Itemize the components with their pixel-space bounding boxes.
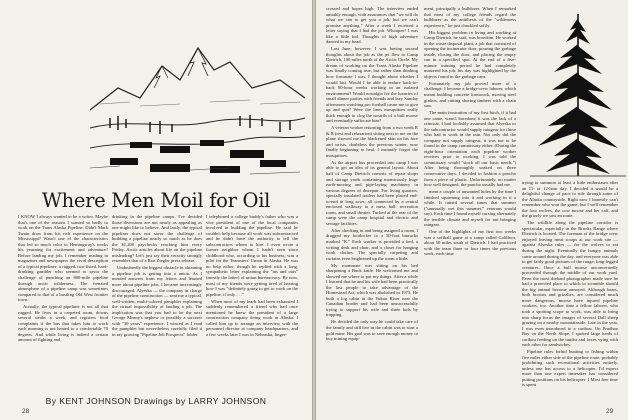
paragraph: Last June, however, I was having second thoughts about the job as the jet flew to Camp Dietrich, 100 miles north of the Arctic Circle. My dream of working on the Trans Alaska Pipeline was finally coming true, but rather than thinking how fortunate I was, I thought about whether I would last. Would I be able to endure back-to-back 80-hour weeks working in an isolated environment? Would nostalgia for the luxuries of small dinner parties with friends and lazy Sunday afternoons watching pro football cause me to give up and quit? Were the lines mosquitoes really thick enough to clog the nostrils of a bull moose and eventually suffocate him? [326, 46, 418, 124]
paragraph: He decided the only way he could take care of the family and still live in the cabin was to start a gold mine. His goal was to save enough money to buy mining equip- [326, 319, 418, 342]
paragraph: I KNOW I always wanted to be a writer. Maybe that's one of the reasons I wanted so badly to work on the Trans Alaska Pipeline. Didn't Mark Twain draw from his rich experience on the Mississippi? Wasn't one of the characteristics that led so much color to Hemingway's works his yearning for excitement and adventure? Before landing my job, I remember reading in magazines and newspapers the vivid description of a typical pipeliner: a rugged, two-fisted, hard-drinking gambler who seemed to savor the challenge of punching an 800-mile pipeline through arctic wilderness. The frenzied atmosphere of a pipeline camp was sometimes compared to that of a bustling Old West frontier town. [18, 214, 108, 303]
text-column-right-1 [326, 6, 418, 406]
paragraph: crossed and hopes high. The interview ended amiably enough, with assurances that "we will do what we can to get you a job, but we can't promise anything." After a week I received a letter saying that I had the job. Whoopee! I was like a little kid. Thoughts of high adventure danced in my head. [326, 6, 418, 45]
paragraph: Fortunately my job proved more of a challenge. I became a bridge-crew laborer, which meant building concrete formwork, moving steel girders, and cutting shoring timbers with a chain saw. [424, 80, 516, 109]
page-number-right: 29 [606, 408, 614, 415]
paragraph: ment a couple of unwanted holes by the time I finished squirming into it and working in it a while. It rained several times that summer ("unusually wet this summer," veterans would say). Each time I found myself cursing alternately the terrible climate and myself for not bringing raingear. [424, 189, 516, 228]
paragraph: His biggest problem in living and working at Camp Dietrich, he said, was boredom. He worked in the waste disposal plant, a job that consisted of opening the incinerator door, pouring the garbage inside, closing the door, and placing the empty can in a specified spot. At the end of a five-minute training period he had completely mastered his job; his day was highlighted by the objects found in the garbage cans. [424, 29, 516, 79]
paragraph: Actually, the typical pipeliner is not all that rugged. He lives in a carpeted room, downs several steaks a week, and registers food complaints if the bus that takes him to work each morning is not heated to a comfortable 70 degrees. And while living is indeed a certain amount of fighting and [18, 304, 108, 343]
paragraph: After checking in and being assigned a room, I dragged my footlocker to a 50-foot barracks marked "K." Each worker is provided a bed, a writing desk and chair, and a closet for hanging work clothes. The specially carpeting and curtains even brightened up the room a little. [326, 227, 418, 261]
paragraph: The main frustration of my first bitch, if it had one came, wasn't boredom; it was the lack of a raincoat. I had foolishly assumed that Alyeska or the subcontractor would supply raingear for those who had to work in the rain. Not only did the company not supply raingear, it was not to be found in the camp commissary either. (During the eight-hour orientation each pipeline worker receives prior to working, I was told the commissary would "stock all our basic needs.") After being thoroughly soaked on three consecutive days, I decided to fashion a poncho from a piece of plastic. Unfortunately, no matter how well designed, the poncho usually had me [424, 110, 516, 188]
paragraph: My roommate was sitting on his bed sharpening a Buck knife. He welcomed me and showed me where to put my things. After a while I learned that he and his wife had been practically the last people to take advantage of the Homestead Act, which was abolished in 1973. He built a log cabin in the Yukon River near the Canadian border and had been unsuccessfully trying to support his wife and three kids by trapping. [326, 262, 418, 318]
paragraph: Undoubtedly the biggest obstacle in obtaining a pipeline job is getting into a union. As I mooted answers from my letters and learned more about pipeline jobs, I became increasingly discouraged. Alyeska — the company in charge of the pipeline construction — sent me a typical, well-written, multi-colored pamphlet explaining the virtual impossibility of landing a job. The implication was that you had to be the next George Meany's nephew or possibly a sorcerer with "30 years" experience. I winced as I read the pamphlet but nevertheless carefully filed it in my growing "Pipeline Job Prospects" folder. [112, 265, 202, 337]
page-number-left: 28 [22, 408, 30, 415]
paragraph: ment, principally a bulldozer. When I remarked that most of my college friends regard the bulldozer as the antithesis of the "wilderness experience," he just chuckled softly. [424, 6, 516, 28]
paragraph: One of the highlights of my first two weeks was a softball game at a camp called Coldfoot, about 50 miles south of Dietrich. I had practiced with the team three or four times the previous week, each time [424, 229, 516, 257]
spruce-tree-illustration [530, 10, 626, 178]
right-page [316, 0, 628, 420]
text-column-left-1 [18, 214, 108, 402]
left-page [0, 0, 312, 420]
text-column-left-3 [206, 214, 298, 402]
article-title: Where Men Moil for Oil [41, 189, 271, 212]
text-column-left-2 [112, 214, 202, 402]
byline: By KENT JOHNSON Drawings by LARRY JOHNSON [45, 396, 267, 406]
mountain-illustration [90, 18, 305, 178]
paragraph: A veteran worker returning from a two week R & R (rest and relaxation) sitting next to me on the plane showed me the blackened skin on his face and wrists, doubtless the previous winter, now finally beginning to heal. I instantly forgot the mosquitoes. [326, 125, 418, 158]
text-column-right-3 [522, 180, 618, 404]
paragraph: I telephoned a college buddy's father who was a vice president of one of the local companies involved in building the pipeline. He said he couldn't help because all work was subcontracted and he didn't have the authority to tell the subcontractors whom to hire. I even wrote a former neighbor whom I hadn't seen since childhood who, according to his business, was a pilot for the Teamsters' Union in Alaska. He was no help either, though he replied with a long, sympathetic letter explaining the "ins and outs" (mostly the latter) of union bureaucracy. By now, most of my friends were getting tired of hearing how I was "definitely going to get to work on the pipeline, if only . . ." [206, 214, 298, 297]
paragraph: The wildlife along the pipeline corridor is spectacular, especially in the Brooks Range where Dietrich is located. The foreman of the bridge crew enjoyed leaving meat scraps at our work site — against Alyeska rules — for the wolves to eat during the night. Eventually the hungry animals came around during the day, and everyone was able to get fairly good pictures of the range; long-legged creatures. Once a bull moose unconcernedly proceeded through the middle of our work yard. Even the most diehard photographer made sure he had a protected place to which to scramble should the big animal become annoyed. Although bears, both browns and grizzlies, are considered much more dangerous, moose have injured pipeline workers, too. Another time a fellow laborer, who took a spotting scope to work, was able to bring into sharp focus the images of several Dall sheep grazing on a nearby mountainside. Late in the year, I was even introduced to a caribou. On Prudhoe Bay on the North Slope, I spotted large herds of caribou feeding on the tundra and foxes vying with each other for sandwiches. [522, 220, 618, 348]
paragraph: Pipeline rules forbid hunting or fishing within five miles either side of the pipeline route, probably prohibiting such recreational activities entirely, unless one has access to a helicopter. I'd expect more than one expert timesaker has considered putting positions on his helicopter. I Most free time is spent [522, 349, 618, 388]
paragraph: As the airport bus proceeded into camp I was able to get an idea of its general layout. About half of Camp Dietrich consists of repair shops and storage yards containing monstrously huge earth-moving and pipe-laying machinery in various degrees of disrepair. For living quarters, specially insulated trailers had been placed end-to-end in long rows, all connected by a central enclosed walkway to a mess hall, recreation room, and small theater. Tucked at the rear of the camp were the camp hospital and electric and sewage facilities. [326, 159, 418, 226]
text-column-right-2 [424, 6, 516, 406]
paragraph: drinking in the pipeline camps, I've decided those diversions are not nearly as appealing as one might like to believe. And lastly, the typical pipeliner does not savor the challenge of building a pipeline nearly so much as he does the $1,200 paychecks reaching him every Friday. Arctic articles about life on the pipeline misleading? Let's just say their veracity strongly resembles that of a Ron Ziegler press release. [112, 214, 202, 264]
paragraph: When most of my leads had been exhausted I suddenly remembered a friend who had once mentioned he knew the president of a large construction company doing work in Alaska. I called him up to arrange an interview with the personnel director at company headquarters, and a few weeks later I was in Nebraska, finger- [206, 298, 298, 337]
paragraph: trying to summon at least a little enthusiasm after an 11- or 12-hour day. I decided it would be a delightful change of pace to ride through some of the Alaska countryside. Right now I honestly can't remember who won the game, but I well remember the four wolves, the cow moose and her calf, and the grizzly we saw en route. [522, 180, 618, 219]
